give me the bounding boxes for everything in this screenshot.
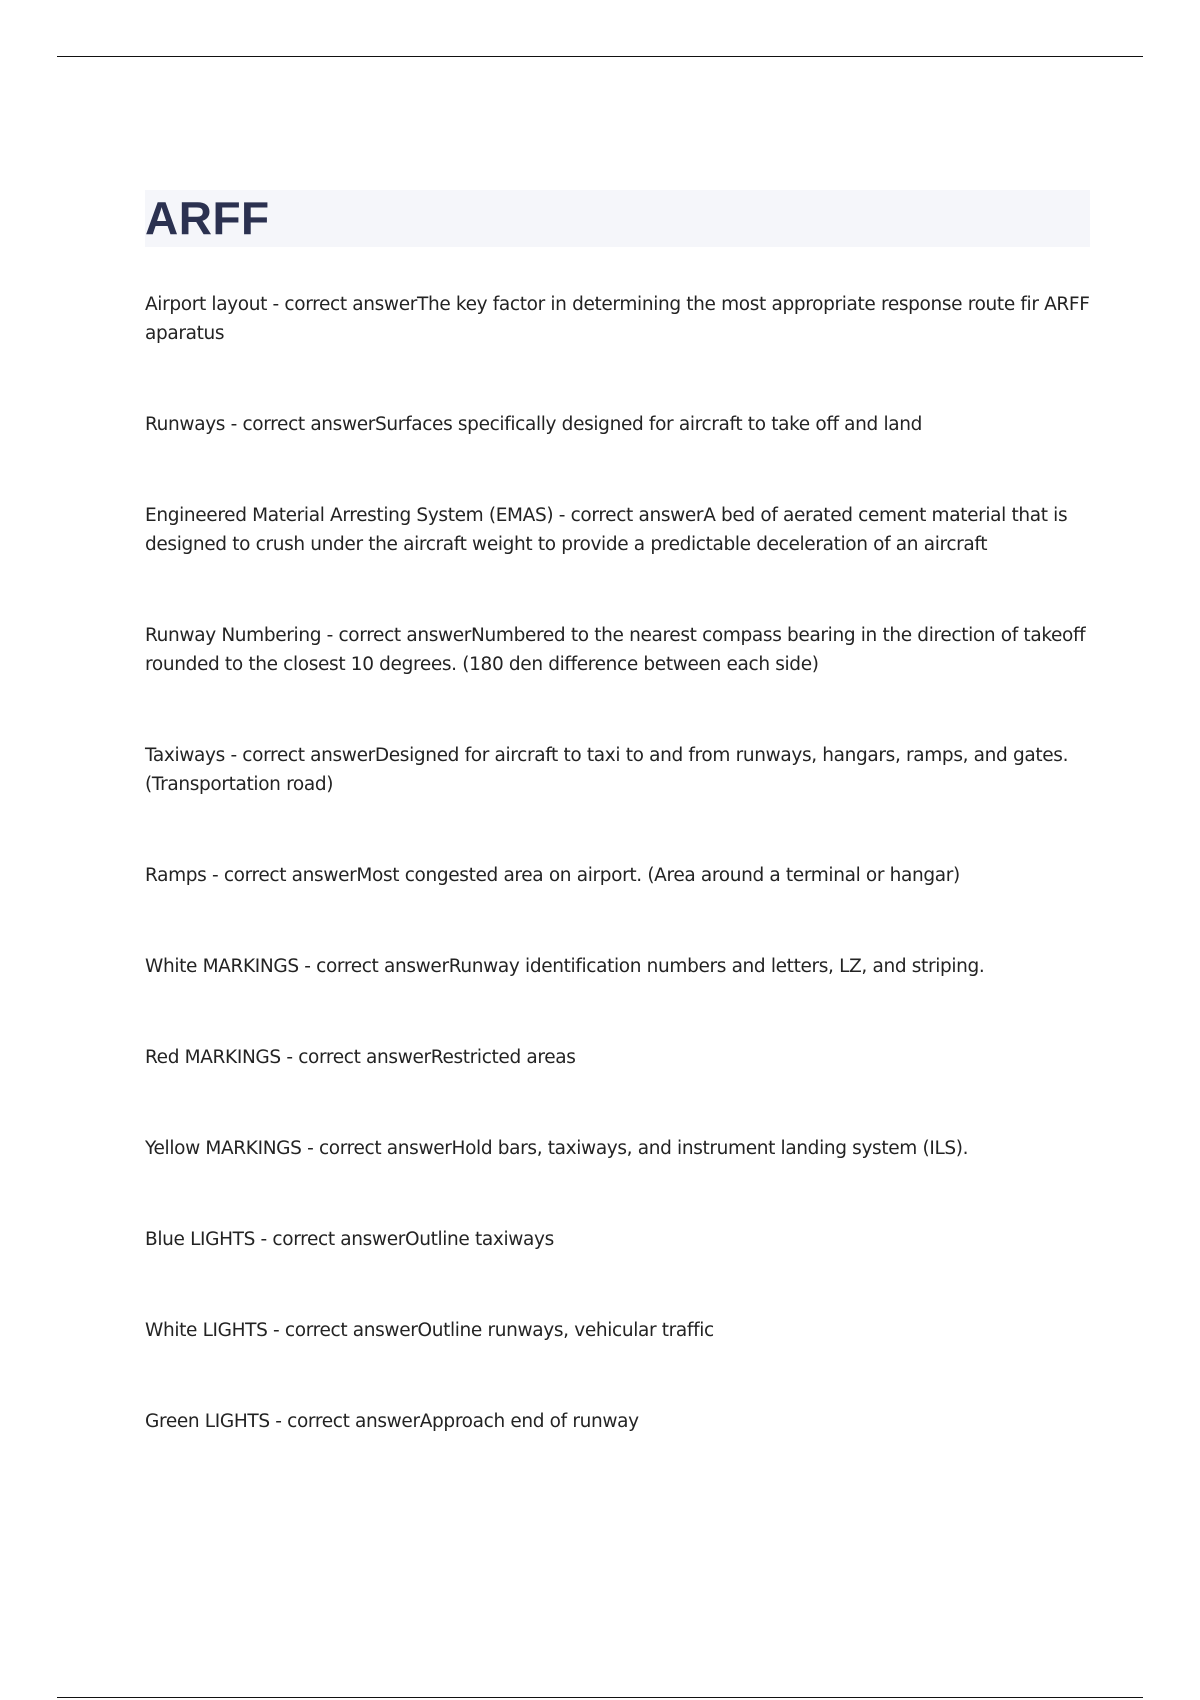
entry-list	[145, 290, 1090, 1498]
entry-yellow-markings: Yellow MARKINGS - correct answerHold bars, taxiways, and instrument landing system (ILS).	[145, 1138, 969, 1159]
entry-airport-layout: Airport layout - correct answerThe key factor in determining the most appropriate response route fir ARFF aparatus	[145, 294, 1090, 344]
entry-runway-numbering: Runway Numbering - correct answerNumbered to the nearest compass bearing in the direction of takeoff rounded to the closest 10 degrees. (180 den difference between each side)	[145, 625, 1086, 675]
entry-ramps: Ramps - correct answerMost congested area on airport. (Area around a terminal or hangar)	[145, 865, 960, 886]
entry-taxiways: Taxiways - correct answerDesigned for aircraft to taxi to and from runways, hangars, ramps, and gates. (Transportation road)	[145, 745, 1069, 795]
entry-white-lights: White LIGHTS - correct answerOutline runways, vehicular traffic	[145, 1320, 714, 1341]
entry-red-markings: Red MARKINGS - correct answerRestricted areas	[145, 1047, 576, 1068]
document-title: ARFF	[145, 192, 270, 244]
title-band	[145, 190, 1090, 247]
entry-emas: Engineered Material Arresting System (EMAS) - correct answerA bed of aerated cement material that is designed to crush under the aircraft weight to provide a predictable deceleration of an aircraft	[145, 505, 1068, 555]
footer-rule	[57, 1697, 1143, 1698]
entry-runways: Runways - correct answerSurfaces specifically designed for aircraft to take off and land	[145, 414, 923, 435]
entry-white-markings: White MARKINGS - correct answerRunway identification numbers and letters, LZ, and striping.	[145, 956, 985, 977]
entry-green-lights: Green LIGHTS - correct answerApproach end of runway	[145, 1411, 639, 1432]
entry-blue-lights: Blue LIGHTS - correct answerOutline taxiways	[145, 1229, 554, 1250]
header-rule	[57, 56, 1143, 57]
